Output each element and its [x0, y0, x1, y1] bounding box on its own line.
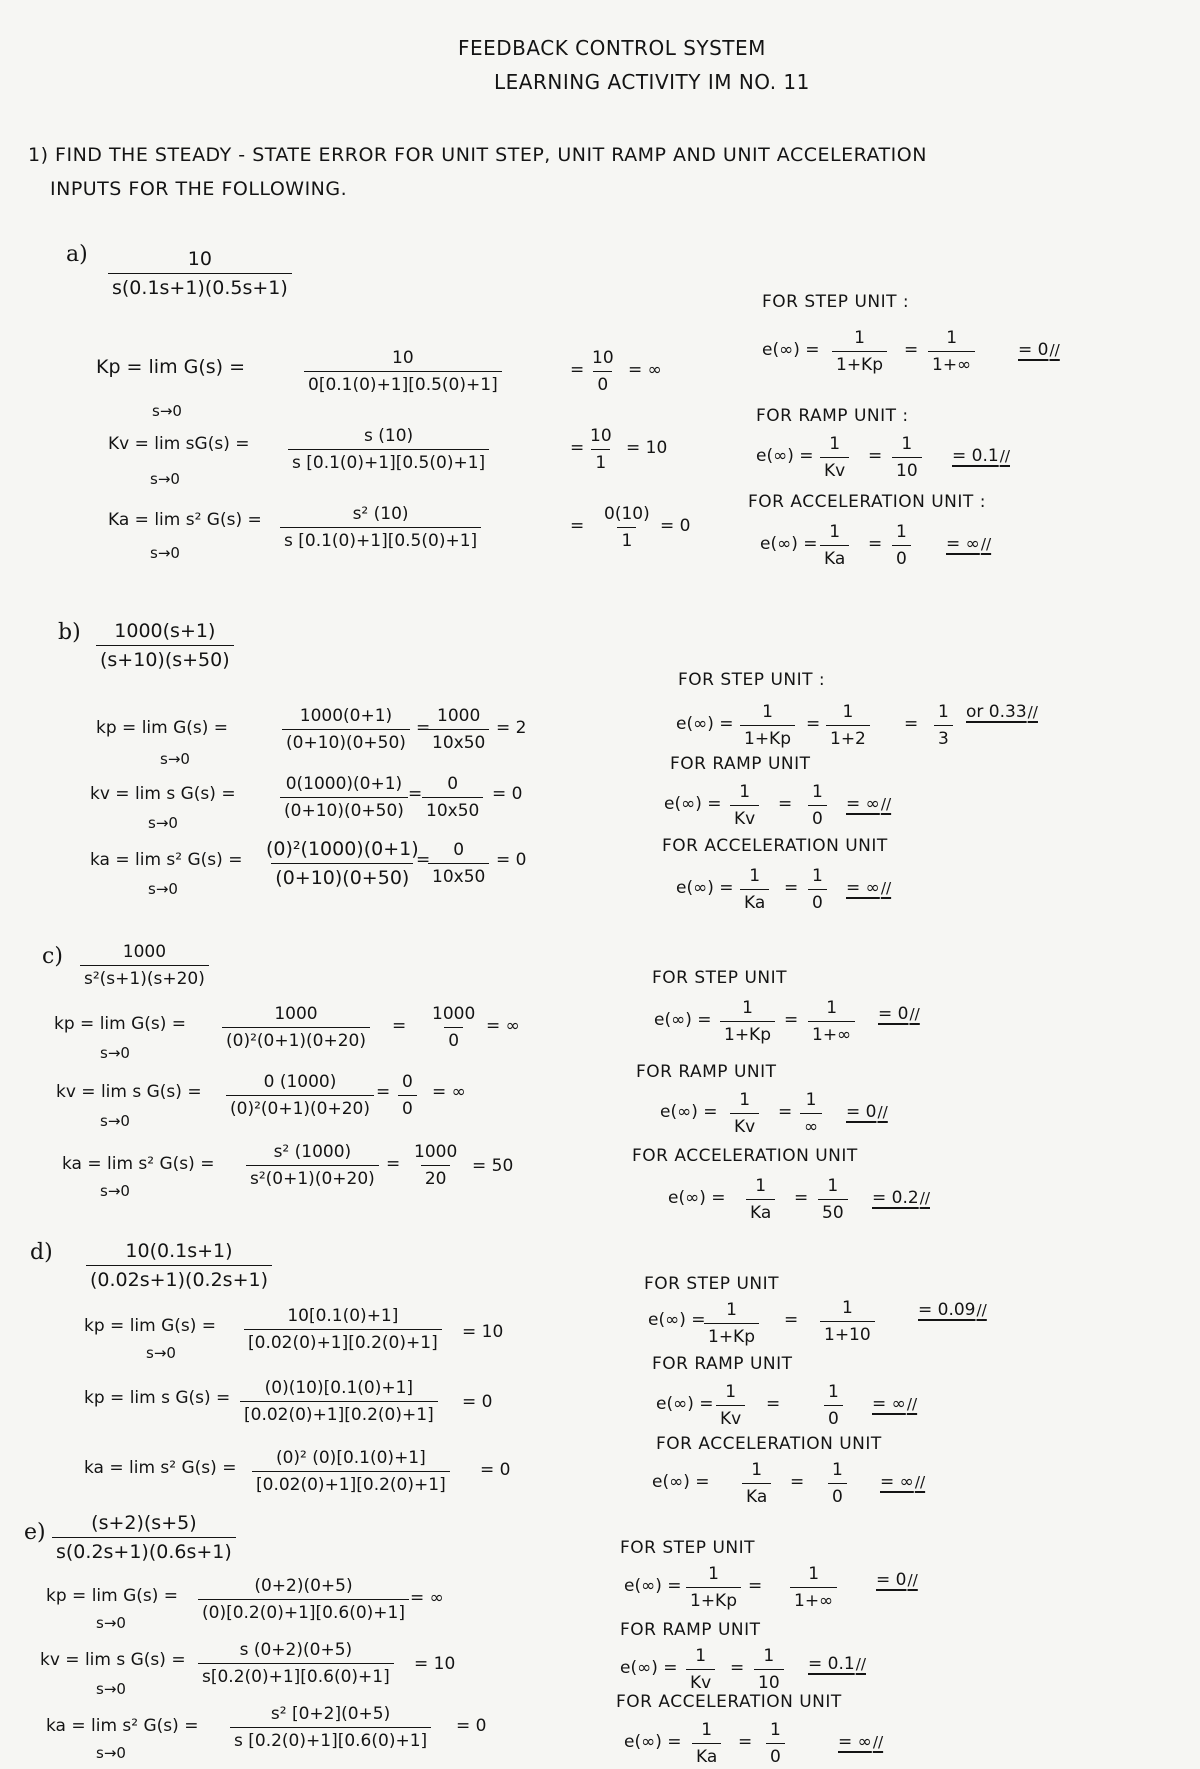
ka-c-limit: s→0: [100, 1182, 130, 1200]
kp-d-lhs: kp = lim G(s) =: [84, 1316, 217, 1336]
a-acc-f2: $\frac{1}{0}$: [892, 522, 911, 569]
ka-c-eq: =: [386, 1154, 401, 1174]
d-ramp-eq: =: [766, 1394, 781, 1414]
kp-b-limit: s→0: [160, 750, 190, 768]
a-step-f1: $\frac{1}{1+Kp}$: [832, 328, 887, 375]
kv-b-final: = 0: [492, 784, 523, 804]
kv-a-final: = 10: [626, 438, 668, 458]
d-ramp-f1: $\frac{1}{Kv}$: [716, 1382, 745, 1429]
ka-b-eq: =: [416, 850, 431, 870]
b-step-lhs: e(∞) =: [676, 714, 734, 734]
c-acc-eq: =: [794, 1188, 809, 1208]
label-d: d): [30, 1240, 53, 1265]
kp-b-res: $\frac{1000}{10x50}$: [428, 706, 489, 753]
kv-b-limit: s→0: [148, 814, 178, 832]
b-ramp-eq: =: [778, 794, 793, 814]
kp-c-frac: $\frac{1000}{\text{(0)²(0+1)(0+20)}}$: [222, 1004, 370, 1051]
b-step-f3: $\frac{1}{3}$: [934, 702, 953, 749]
e-step-eq: =: [748, 1576, 763, 1596]
tf-a-den: s(0.1s+1)(0.5s+1): [108, 273, 292, 299]
b-step-f2: $\frac{1}{1+2}$: [826, 702, 870, 749]
kp-a-frac: $\frac{10}{0[0.1(0)+1][0.5(0)+1]}$: [304, 348, 502, 395]
b-step-eq2: =: [904, 714, 919, 734]
a-step-f2: $\frac{1}{1+\infty}$: [928, 328, 975, 375]
a-ramp-answer: = 0.1 //: [952, 448, 1010, 465]
tf-e: $\frac{(s+2)(s+5)}{s(0.2s+1)(0.6s+1)}$: [52, 1512, 236, 1563]
b-ramp-answer: = ∞ //: [846, 796, 891, 813]
b-ramp-f2: $\frac{1}{0}$: [808, 782, 827, 829]
ka-b-res: $\frac{0}{10x50}$: [428, 840, 489, 887]
kp-a-res: $\frac{10}{0}$: [592, 348, 614, 395]
ka-d-frac: $\frac{\text{(0)² (0)[0.1(0)+1]}}{[0.02(0)+1][0.2(0)+1]}$: [252, 1448, 450, 1495]
kv-e-final: = 10: [414, 1654, 456, 1674]
a-ramp-eq: =: [868, 446, 883, 466]
d-step-lhs: e(∞) =: [648, 1310, 706, 1330]
kp-d-frac: $\frac{10[0.1(0)+1]}{[0.02(0)+1][0.2(0)+1]}$: [244, 1306, 442, 1353]
e-step-lhs: e(∞) =: [624, 1576, 682, 1596]
d-step-answer: = 0.09 //: [918, 1302, 987, 1319]
e-acc-eq: =: [738, 1732, 753, 1752]
tf-c: $\frac{1000}{\text{s²(s+1)(s+20)}}$: [80, 942, 209, 989]
question-line-2: INPUTS FOR THE FOLLOWING.: [50, 178, 348, 200]
kp-c-final: = ∞: [486, 1016, 520, 1036]
d-acc-eq: =: [790, 1472, 805, 1492]
c-ramp-f2: 1 ∞: [800, 1090, 822, 1137]
ka-a-frac: $\frac{\text{s² (10)}}{s [0.1(0)+1][0.5(0)+1]}$: [280, 504, 481, 551]
kp-e-limit: s→0: [96, 1614, 126, 1632]
b-step-eq: =: [806, 714, 821, 734]
e-step-answer: = 0 //: [876, 1572, 918, 1589]
kv-d-lhs: kp = lim s G(s) =: [84, 1388, 231, 1408]
tf-d: $\frac{10(0.1s+1)}{(0.02s+1)(0.2s+1)}$: [86, 1240, 272, 1291]
b-ramp-lhs: e(∞) =: [664, 794, 722, 814]
kv-b-frac: $\frac{0(1000)(0+1)}{(0+10)(0+50)}$: [280, 774, 408, 821]
e-acc-f2: $\frac{1}{0}$: [766, 1720, 785, 1767]
ka-a-lhs: Ka = lim s² G(s) =: [108, 510, 262, 530]
kv-e-frac: $\frac{s (0+2)(0+5)}{s[0.2(0)+1][0.6(0)+1]}$: [198, 1640, 394, 1687]
kv-a-frac: $\frac{s (10)}{s [0.1(0)+1][0.5(0)+1]}$: [288, 426, 489, 473]
label-e: e): [24, 1520, 46, 1545]
kv-a-lhs: Kv = lim sG(s) =: [108, 434, 250, 454]
b-acc-eq: =: [784, 878, 799, 898]
c-ramp-eq: =: [778, 1102, 793, 1122]
c-ramp-title: FOR RAMP UNIT: [636, 1062, 777, 1082]
ka-c-lhs: ka = lim s² G(s) =: [62, 1154, 215, 1174]
b-acc-title: FOR ACCELERATION UNIT: [662, 836, 888, 856]
b-step-answer: or 0.33 //: [966, 704, 1038, 721]
kv-a-limit: s→0: [150, 470, 180, 488]
kp-b-eq: =: [416, 718, 431, 738]
d-acc-f1: $\frac{1}{Ka}$: [742, 1460, 771, 1507]
ka-e-lhs: ka = lim s² G(s) =: [46, 1716, 199, 1736]
kv-c-lhs: kv = lim s G(s) =: [56, 1082, 202, 1102]
e-ramp-title: FOR RAMP UNIT: [620, 1620, 761, 1640]
ka-a-limit: s→0: [150, 544, 180, 562]
d-acc-title: FOR ACCELERATION UNIT: [656, 1434, 882, 1454]
c-ramp-answer: = 0 //: [846, 1104, 888, 1121]
kp-c-lhs: kp = lim G(s) =: [54, 1014, 187, 1034]
kv-b-eq: =: [408, 784, 423, 804]
a-step-title: FOR STEP UNIT :: [762, 292, 910, 312]
label-b: b): [58, 620, 81, 645]
ka-c-final: = 50: [472, 1156, 514, 1176]
a-acc-eq: =: [868, 534, 883, 554]
label-c: c): [42, 944, 63, 969]
kp-a-eq: =: [570, 360, 585, 380]
e-acc-lhs: e(∞) =: [624, 1732, 682, 1752]
a-acc-title: FOR ACCELERATION UNIT :: [748, 492, 986, 512]
ka-b-limit: s→0: [148, 880, 178, 898]
b-acc-f2: $\frac{1}{0}$: [808, 866, 827, 913]
b-acc-lhs: e(∞) =: [676, 878, 734, 898]
a-acc-answer: = ∞ //: [946, 536, 991, 553]
kp-b-lhs: kp = lim G(s) =: [96, 718, 229, 738]
tf-a: [108, 248, 292, 299]
kv-e-lhs: kv = lim s G(s) =: [40, 1650, 186, 1670]
a-step-answer: = 0 //: [1018, 342, 1060, 359]
ka-b-frac: $\frac{\text{(0)²(1000)(0+1)}}{(0+10)(0+50)}$: [266, 838, 419, 889]
e-step-title: FOR STEP UNIT: [620, 1538, 756, 1558]
kp-e-final: = ∞: [410, 1588, 444, 1608]
c-step-title: FOR STEP UNIT: [652, 968, 788, 988]
kv-d-final: = 0: [462, 1392, 493, 1412]
kp-e-lhs: kp = lim G(s) =: [46, 1586, 179, 1606]
b-step-title: FOR STEP UNIT :: [678, 670, 826, 690]
c-acc-title: FOR ACCELERATION UNIT: [632, 1146, 858, 1166]
tf-a-num: 10: [187, 248, 212, 270]
a-ramp-f1: $\frac{1}{Kv}$: [820, 434, 849, 481]
e-ramp-answer: = 0.1 //: [808, 1656, 866, 1673]
ka-b-lhs: ka = lim s² G(s) =: [90, 850, 243, 870]
b-acc-f1: $\frac{1}{Ka}$: [740, 866, 769, 913]
ka-a-eq: =: [570, 516, 585, 536]
c-step-answer: = 0 //: [878, 1006, 920, 1023]
d-ramp-f2: $\frac{1}{0}$: [824, 1382, 843, 1429]
kv-e-limit: s→0: [96, 1680, 126, 1698]
kp-c-eq: =: [392, 1016, 407, 1036]
kp-d-limit: s→0: [146, 1344, 176, 1362]
kp-d-final: = 10: [462, 1322, 504, 1342]
e-ramp-f1: $\frac{1}{Kv}$: [686, 1646, 715, 1693]
ka-e-limit: s→0: [96, 1744, 126, 1762]
d-ramp-answer: = ∞ //: [872, 1396, 917, 1413]
header-title: FEEDBACK CONTROL SYSTEM: [458, 36, 766, 60]
label-a: a): [66, 242, 88, 267]
tf-b: $\frac{1000(s+1)}{(s+10)(s+50)}$: [96, 620, 234, 671]
a-step-eq: =: [904, 340, 919, 360]
c-acc-answer: = 0.2 //: [872, 1190, 930, 1207]
c-acc-f2: $\frac{1}{50}$: [818, 1176, 848, 1223]
kp-e-frac: $\frac{(0+2)(0+5)}{(0)[0.2(0)+1][0.6(0)+1]}$: [198, 1576, 409, 1623]
kp-c-res: $\frac{1000}{0}$: [432, 1004, 476, 1051]
kv-c-eq: =: [376, 1082, 391, 1102]
kp-c-limit: s→0: [100, 1044, 130, 1062]
a-ramp-f2: $\frac{1}{10}$: [892, 434, 922, 481]
kp-a-limit: s→0: [152, 402, 182, 420]
ka-e-final: = 0: [456, 1716, 487, 1736]
a-acc-lhs: e(∞) =: [760, 534, 818, 554]
c-step-eq: =: [784, 1010, 799, 1030]
kv-a-res: $\frac{10}{1}$: [590, 426, 612, 473]
d-step-eq: =: [784, 1310, 799, 1330]
ka-a-final: = 0: [660, 516, 691, 536]
c-acc-f1: $\frac{1}{Ka}$: [746, 1176, 775, 1223]
e-step-f1: $\frac{1}{1+Kp}$: [686, 1564, 741, 1611]
ka-a-res: $\frac{0(10)}{1}$: [604, 504, 650, 551]
b-ramp-f1: $\frac{1}{Kv}$: [730, 782, 759, 829]
kv-c-final: = ∞: [432, 1082, 466, 1102]
d-step-f1: $\frac{1}{1+Kp}$: [704, 1300, 759, 1347]
d-step-title: FOR STEP UNIT: [644, 1274, 780, 1294]
question-line-1: 1) FIND THE STEADY - STATE ERROR FOR UNIT STEP, UNIT RAMP AND UNIT ACCELERATION: [28, 144, 927, 166]
e-step-f2: $\frac{1}{1+\infty}$: [790, 1564, 837, 1611]
header-subtitle: LEARNING ACTIVITY IM NO. 11: [494, 70, 810, 94]
c-ramp-f1: $\frac{1}{Kv}$: [730, 1090, 759, 1137]
d-step-f2: $\frac{1}{1+10}$: [820, 1298, 875, 1345]
e-acc-title: FOR ACCELERATION UNIT: [616, 1692, 842, 1712]
b-acc-answer: = ∞ //: [846, 880, 891, 897]
a-ramp-title: FOR RAMP UNIT :: [756, 406, 909, 426]
ka-d-lhs: ka = lim s² G(s) =: [84, 1458, 237, 1478]
d-acc-answer: = ∞ //: [880, 1474, 925, 1491]
kp-b-final: = 2: [496, 718, 527, 738]
c-ramp-lhs: e(∞) =: [660, 1102, 718, 1122]
kv-c-frac: $\frac{0 (1000)}{\text{(0)²(0+1)(0+20)}}$: [226, 1072, 374, 1119]
kv-b-lhs: kv = lim s G(s) =: [90, 784, 236, 804]
ka-b-final: = 0: [496, 850, 527, 870]
c-step-f2: $\frac{1}{1+\infty}$: [808, 998, 855, 1045]
ka-c-res: $\frac{1000}{20}$: [414, 1142, 458, 1189]
e-ramp-lhs: e(∞) =: [620, 1658, 678, 1678]
kp-b-frac: $\frac{1000(0+1)}{(0+10)(0+50)}$: [282, 706, 410, 753]
e-acc-f1: $\frac{1}{Ka}$: [692, 1720, 721, 1767]
b-step-f1: $\frac{1}{1+Kp}$: [740, 702, 795, 749]
e-ramp-eq: =: [730, 1658, 745, 1678]
kv-a-eq: =: [570, 438, 585, 458]
a-acc-f1: $\frac{1}{Ka}$: [820, 522, 849, 569]
a-ramp-lhs: e(∞) =: [756, 446, 814, 466]
kv-b-res: $\frac{0}{10x50}$: [422, 774, 483, 821]
a-step-lhs: e(∞) =: [762, 340, 820, 360]
kp-a-final: = ∞: [628, 360, 662, 380]
kv-c-limit: s→0: [100, 1112, 130, 1130]
e-ramp-f2: $\frac{1}{10}$: [754, 1646, 784, 1693]
d-ramp-lhs: e(∞) =: [656, 1394, 714, 1414]
kv-d-frac: $\frac{(0)(10)[0.1(0)+1]}{[0.02(0)+1][0.2(0)+1]}$: [240, 1378, 438, 1425]
d-ramp-title: FOR RAMP UNIT: [652, 1354, 793, 1374]
c-step-lhs: e(∞) =: [654, 1010, 712, 1030]
c-step-f1: $\frac{1}{1+Kp}$: [720, 998, 775, 1045]
ka-e-frac: $\frac{\text{s² [0+2](0+5)}}{s [0.2(0)+1][0.6(0)+1]}$: [230, 1704, 431, 1751]
ka-d-final: = 0: [480, 1460, 511, 1480]
kv-c-res: $\frac{0}{0}$: [398, 1072, 417, 1119]
ka-c-frac: $\frac{\text{s² (1000)}}{\text{s²(0+1)(0+20)}}$: [246, 1142, 379, 1189]
kp-a-lhs: Kp = lim G(s) =: [96, 356, 246, 378]
d-acc-f2: $\frac{1}{0}$: [828, 1460, 847, 1507]
c-acc-lhs: e(∞) =: [668, 1188, 726, 1208]
e-acc-answer: = ∞ //: [838, 1734, 883, 1751]
b-ramp-title: FOR RAMP UNIT: [670, 754, 811, 774]
d-acc-lhs: e(∞) =: [652, 1472, 710, 1492]
